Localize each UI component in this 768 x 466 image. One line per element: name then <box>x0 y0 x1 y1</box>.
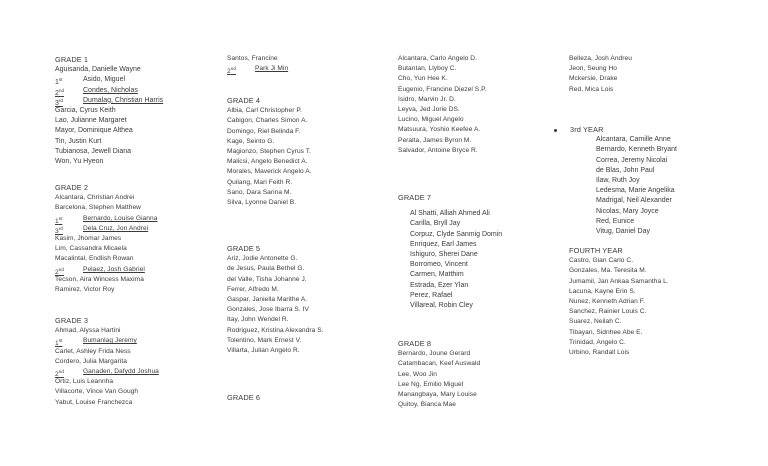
list-item: Won, Yu Hyeon <box>55 157 104 165</box>
list-item: Red, Mica Lois <box>569 85 614 93</box>
honor-name: Ganaden, Dafydd Joshua <box>83 367 159 375</box>
list-item: Alcantara, Christian Andrei <box>55 194 135 202</box>
list-item: Mckersie, Drake <box>569 75 618 83</box>
list-item: Perez, Rafael <box>410 291 453 299</box>
honor-row: 2nd Ganaden, Dafydd Joshua <box>55 367 159 378</box>
list-item: Isidro, Marvin Jr. D. <box>398 95 456 103</box>
list-item: Yabut, Louise Franchezca <box>55 398 133 406</box>
fourth-year-heading: FOURTH YEAR <box>569 246 623 255</box>
list-item: Santos, Francine <box>227 55 278 62</box>
list-item: Domingo, Riel Belinda F. <box>227 127 301 135</box>
list-item: Alcantara, Camille Anne <box>596 136 671 144</box>
list-item: Correa, Jeremy Nicolai <box>596 156 668 164</box>
list-item: Tecson, Aira Wincess Maxima <box>55 275 144 283</box>
list-item: Matsuura, Yoshio Keefee A. <box>398 126 481 134</box>
list-item: Cordero, Julia Margarita <box>55 357 127 365</box>
list-item: Al Shatti, Alliah Ahmed Ali <box>410 210 490 218</box>
grade-5-heading: GRADE 5 <box>227 244 261 253</box>
list-item: Garcia, Cyrus Keith <box>55 106 116 114</box>
list-item: Bernardo, Joune Gerard <box>398 350 471 358</box>
list-item: Villarta, Julian Angelo R. <box>227 346 300 354</box>
list-item: Villacorte, Vince Van Gough <box>55 388 139 396</box>
grade-4-heading: GRADE 4 <box>227 96 261 105</box>
list-item: Ariz, Jodie Antonette G. <box>227 255 298 263</box>
list-item: Tolentino, Mark Ernest V. <box>227 336 302 344</box>
list-item: Carilla, Bryll Jay <box>410 220 461 228</box>
list-item: Butantan, Llyboy C. <box>398 65 457 73</box>
list-item: Madrigal, Neil Alexander <box>596 197 672 205</box>
list-item: Ahmad, Alyssa Hartini <box>55 327 121 335</box>
list-item: Manangbaya, Mary Louise <box>398 390 477 398</box>
honor-row: 3rd Dumalag, Christian Harris <box>55 96 164 107</box>
third-year-heading: 3rd YEAR <box>552 125 677 135</box>
list-item: Rodriguez, Kristina Alexandra S. <box>227 326 324 334</box>
list-item: de Blas, John Paul <box>596 166 655 174</box>
list-item: Castro, Gian Carlo C. <box>569 257 634 265</box>
list-item: Ledesma, Marie Angelika <box>596 187 675 195</box>
grade-6-section <box>227 393 260 403</box>
honor-name: Park Ji Min <box>255 65 289 73</box>
grade-3-heading: GRADE 3 <box>55 316 89 325</box>
grade-3-section <box>55 316 159 408</box>
list-item: Belleza, Josh Andreu <box>569 55 632 62</box>
honor-name: Bumanlag Jeremy <box>83 337 137 345</box>
list-item: Corpuz, Clyde Sanmig Domin <box>410 230 503 238</box>
grade-4-section <box>227 96 312 208</box>
grade-2-section <box>55 183 157 295</box>
list-item: Jeon, Seung Ho <box>569 65 617 73</box>
honor-name: Pelaez, Josh Gabriel <box>83 265 145 273</box>
honor-name: Asido, Miguel <box>83 76 126 84</box>
grade-8-heading: GRADE 8 <box>398 339 432 348</box>
list-item: Quilang, Mari Feith R. <box>227 178 293 186</box>
list-item: Trinidad, Angelo C. <box>569 338 626 346</box>
list-item: Jumamil, Jan Ankaa Samantha L. <box>569 277 669 285</box>
list-item: Enriquez, Earl James <box>410 240 477 248</box>
list-item: Lucino, Miguel Angelo <box>398 116 464 124</box>
honor-row: 1st Asido, Miguel <box>55 76 126 87</box>
third-year-section <box>552 125 677 237</box>
list-item: Lao, Julianne Margaret <box>55 117 127 125</box>
honor-name: Bernardo, Louise Gianna <box>83 214 158 222</box>
list-item: Kage, Seinto G. <box>227 137 275 145</box>
honor-row: 2nd Condes, Nicholas <box>55 86 138 97</box>
list-item: Lee, Woo Jin <box>398 370 437 378</box>
list-item: Estrada, Ezer Ylan <box>410 281 469 289</box>
list-item: Tibayan, Sidnhee Abe E. <box>569 328 643 336</box>
honor-row: 1st Bernardo, Louise Gianna <box>55 214 158 225</box>
list-item: Kasim, Jhomar James <box>55 234 122 242</box>
list-item: Cho, Yun Hee K. <box>398 75 448 83</box>
list-item: Malicsi, Angelo Benedict A. <box>227 158 308 166</box>
list-item: Nunez, Kenneth Adrian F. <box>569 297 645 305</box>
list-item: Albia, Carl Christopher P. <box>227 107 302 115</box>
list-item: Nicolas, Mary Joyce <box>596 207 659 215</box>
list-item: Sano, Dara Sarina M. <box>227 188 292 196</box>
list-item: Suarez, Neilah C. <box>569 318 622 326</box>
list-item: Quitoy, Bianca Mae <box>398 401 456 409</box>
list-item: Tubianosa, Jewell Diana <box>55 147 132 155</box>
list-item: Itay, John Wendel R. <box>227 316 289 324</box>
list-item: Macalintal, Endlish Rowan <box>55 255 134 263</box>
list-item: Bernardo, Kenneth Bryant <box>596 146 677 154</box>
list-item: Vitug, Daniel Day <box>596 227 650 235</box>
list-item: Eugenio, Francine Diezel S.P. <box>398 85 487 93</box>
grade-8-section <box>398 339 480 410</box>
grade-7-section <box>398 193 502 311</box>
list-item: Salvador, Antoine Bryce R. <box>398 146 478 154</box>
list-item: Ferrer, Alfredo M. <box>227 285 279 293</box>
list-item: Red, Eunice <box>596 217 635 225</box>
list-item: Sanchez, Rainier Louis C. <box>569 308 647 316</box>
list-item: Carmen, Matthim <box>410 271 464 279</box>
list-item: Catambacan, Keef Auswald <box>398 360 481 368</box>
list-item: Barcelona, Stephen Matthew <box>55 204 141 212</box>
honor-name: Dela Cruz, Jon Andrei <box>83 224 149 232</box>
grade-7-heading: GRADE 7 <box>398 193 432 202</box>
honor-row: 3rd Dela Cruz, Jon Andrei <box>55 224 149 235</box>
grade-6-list <box>398 54 487 156</box>
list-item: Ramirez, Victor Roy <box>55 285 115 293</box>
list-item: Urbino, Randall Lois <box>569 348 630 356</box>
list-item: Magionzo, Stephen Cyrus T. <box>227 147 312 155</box>
second-year-list <box>569 54 632 95</box>
grade-1-heading: GRADE 1 <box>55 55 89 64</box>
honor-name: Condes, Nicholas <box>83 86 138 94</box>
list-item: Alcantara, Carlo Angelo D. <box>398 55 478 62</box>
honor-name: Dumalag, Christian Harris <box>83 96 164 104</box>
list-item: Villareal, Robin Cley <box>410 301 473 309</box>
fourth-year-section <box>569 246 669 358</box>
list-item: Gaspar, Janiella Marithe A. <box>227 295 308 303</box>
list-item: Ishiguro, Sherei Dane <box>410 250 478 258</box>
grade-5-section <box>227 244 324 356</box>
honor-row: 2nd Pelaez, Josh Gabriel <box>55 265 145 276</box>
list-item: Gonzales, Ma. Teresita M. <box>569 267 647 275</box>
list-item: Lim, Cassandra Micaela <box>55 245 127 253</box>
list-item: de Jesus, Paula Bethel G. <box>227 265 305 273</box>
list-item: Mayor, Dominique Althea <box>55 127 133 135</box>
list-item: Gonzales, Jose Ibarra S. IV <box>227 306 309 314</box>
list-item: Morales, Maverick Angelo A. <box>227 168 312 176</box>
honor-row: 2nd Park Ji Min <box>227 65 289 76</box>
grade-2-heading: GRADE 2 <box>55 183 89 192</box>
list-item: Borromeo, Vincent <box>410 261 468 269</box>
list-item: Carlet, Ashley Frida Ness <box>55 347 131 355</box>
list-item: Lee Ng, Emilio Miguel <box>398 380 464 388</box>
grade-1-section <box>55 55 163 167</box>
honor-row: 1st Bumanlag Jeremy <box>55 337 137 348</box>
list-item: del Valle, Tisha Johanne J. <box>227 275 307 283</box>
list-item: Ortiz, Luis Leannha <box>55 378 114 386</box>
list-item: Lacuna, Kayne Erin S. <box>569 287 636 295</box>
list-item: Ilaw, Ruth Joy <box>596 176 640 184</box>
list-item: Aguisanda, Danielle Wayne <box>55 66 141 74</box>
list-item: Tin, Justin Kurt <box>55 137 102 145</box>
list-item: Cabigon, Charles Simon A. <box>227 117 308 125</box>
list-item: Leyva, Jed Jorie DS. <box>398 105 460 113</box>
bullet-icon <box>554 129 557 132</box>
list-item: Silva, Lyonne Daniel B. <box>227 198 297 206</box>
grade-6-heading: GRADE 6 <box>227 393 261 402</box>
list-item: Peralta, James Byron M. <box>398 136 472 144</box>
grade-3-continued <box>227 54 288 74</box>
